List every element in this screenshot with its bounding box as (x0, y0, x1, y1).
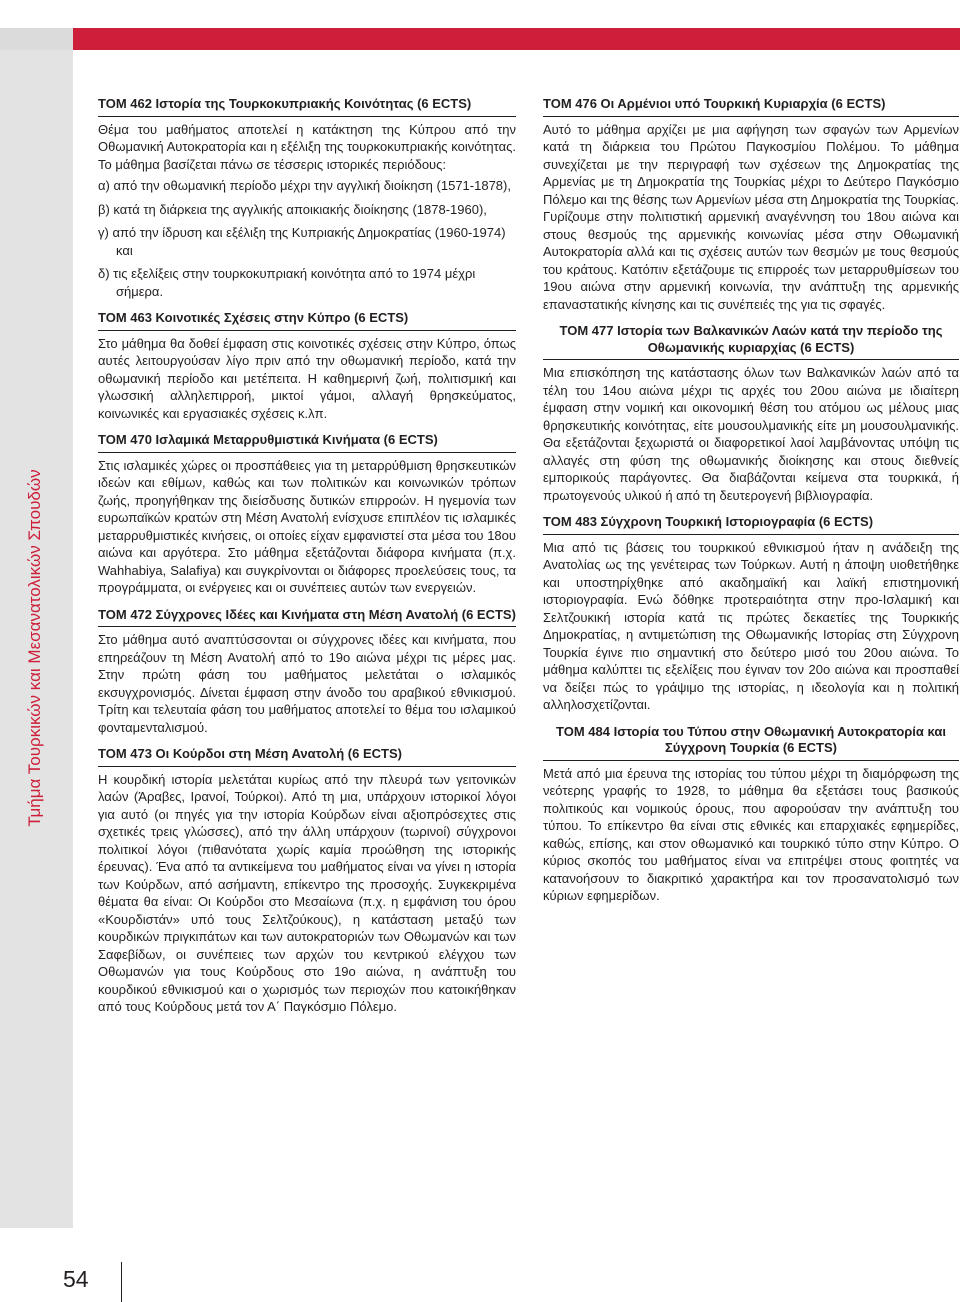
course-tom-462 (98, 96, 516, 300)
course-tom-472 (98, 607, 516, 737)
side-department-label: Τμήμα Τουρκικών και Μεσανατολικών Σπουδών (25, 469, 44, 827)
course-title: ΤΟΜ 476 Οι Αρμένιοι υπό Τουρκική Κυριαρχία (6 ECTS) (543, 96, 959, 117)
page-number: 54 (63, 1266, 89, 1292)
course-description: Αυτό το μάθημα αρχίζει με μια αφήγηση των σφαγών των Αρμενίων κατά τη διάρκεια του Πρώτου Παγκοσμίου Πολέμου. Το μάθημα συνεχίζεται με την περιγραφή των σχέσεων της Δημοκρατίας της Αρμενίας με τη Δημοκρατία της Τουρκίας μέχρι το Δεύτερο Παγκόσμιο Πόλεμο και της θέσης των Αρμενίων μέσα στη Δημοκρατία της Τουρκίας. Γυρίζουμε στην πολιτιστική αρμενική αναγέννηση του 18ου αιώνα και στους θεσμούς της αρμενικής κοινωνίας μέσα στην Οθωμανική Αυτοκρατορία αλλά και τις σχέσεις αυτών των θεσμών με τους θεσμούς του κράτους. Κατόπιν εξετάζουμε τις επιρροές των μεταρρυθμίσεων του 19ου αιώνα στην αρμενική κοινωνία, την ανάπτυξη της αρμενικής επαναστατικής κίνησης και τις συνέπειές της για τις σφαγές. (543, 121, 959, 312)
course-description: Στο μάθημα αυτό αναπτύσσονται οι σύγχρονες ιδέες και κινήματα, που επηρεάζουν τη Μέση Ανατολή από το 19ο αιώνα μέχρι τις μέρες μας. Στην πρώτη φάση του μαθήματος μελετάται ο ισλαμικός εκσυγχρονισμός. Δίνεται έμφαση στην άνοδο του αραβικού εθνικισμού. Τρίτη και τελευταία φάση του μαθήματος αποτελεί το θέμα του ισλαμικού φονταμενταλισμού. (98, 632, 516, 735)
top-accent-bar (73, 28, 960, 50)
course-tom-470 (98, 432, 516, 597)
course-title: ΤΟΜ 473 Οι Κούρδοι στη Μέση Ανατολή (6 ECTS) (98, 746, 516, 767)
period-item: α) από την οθωμανική περίοδο μέχρι την αγγλική διοίκηση (1571-1878), (98, 178, 511, 193)
course-tom-477 (543, 323, 959, 504)
course-description: Θέμα του μαθήματος αποτελεί η κατάκτηση της Κύπρου από την Οθωμανική Αυτοκρατορία και η εξέλιξη της τουρκοκυπριακής κοινότητας. Το μάθημα βασίζεται πάνω σε τέσσερις ιστορικές περιόδους: (98, 121, 516, 172)
course-title: ΤΟΜ 483 Σύγχρονη Τουρκική Ιστοριογραφία (6 ECTS) (543, 514, 959, 535)
course-tom-484 (543, 724, 959, 905)
course-title: ΤΟΜ 472 Σύγχρονες Ιδέες και Κινήματα στη Μέση Ανατολή (6 ECTS) (98, 607, 516, 628)
course-title: ΤΟΜ 484 Ιστορία του Τύπου στην Οθωμανική Αυτοκρατορία και Σύγχρονη Τουρκία (6 ECTS) (543, 724, 959, 761)
course-description: Στο μάθημα θα δοθεί έμφαση στις κοινοτικές σχέσεις στην Κύπρο, όπως αυτές λειτουργούσαν λίγο πριν από την οθωμανική περίοδο, κατά την οθωμανική περίοδο και μετέπειτα. Η καθημερινή ζωή, πολιτισμική και γλωσσική αλληλεπιρροή, μικτοί γάμοι, αλλαγή θρησκεύματος, κοινωνικές και εργασιακές σχέσεις κ.λπ. (98, 335, 516, 421)
course-title: ΤΟΜ 470 Ισλαμικά Μεταρρυθμιστικά Κινήματα (6 ECTS) (98, 432, 516, 453)
page-number-rule (121, 1262, 122, 1302)
course-description: Μια επισκόπηση της κατάστασης όλων των Βαλκανικών λαών από τα τέλη του 14ου αιώνα μέχρι τις αρχές του 20ου αιώνα με ιδιαίτερη έμφαση στην νομική και οικονομική θέση του ατόμου ως μέλους μιας θρησκευτικής κοινότητας, είτε μουσουλμανικής είτε μη μουσουλμανικής. Θα εξετάζονται ξεχωριστά οι διαφορετικοί λαοί λαμβάνοντας υπόψη τις αλλαγές στη φύση της οθωμανικής διοίκησης και στους διεθνείς εμπορικούς παράγοντες. Θα διαβάζονται κείμενα στα τουρκικά, ή πρωτογενούς υλικού ή από τη δευτερογενή βιβλιογραφία. (543, 365, 959, 503)
course-title: ΤΟΜ 462 Ιστορία της Τουρκοκυπριακής Κοινότητας (6 ECTS) (98, 96, 516, 117)
course-description: Μετά από μια έρευνα της ιστορίας του τύπου μέχρι τη διαμόρφωση της νεότερης γραφής το 1928, το μάθημα θα εξετάσει τους βασικούς πολιτικούς και νομικούς όρους, που αφορούσαν την ανάπτυξη του τύπου. Το επίκεντρο θα είναι στις εθνικές και επαρχιακές εφημερίδες, καθώς, επίσης, και στον οθωμανικό και τουρκικό τύπο στην Κύπρο. Ο κύριος σκοπός του μαθήματος είναι να επιτρέψει στους φοιτητές να κατανοήσουν το διακριτικό χαρακτήρα και τον προσανατολισμό των κύριων εφημερίδων. (543, 765, 959, 903)
course-title: ΤΟΜ 463 Κοινοτικές Σχέσεις στην Κύπρο (6 ECTS) (98, 310, 516, 331)
period-item: β) κατά τη διάρκεια της αγγλικής αποικιακής διοίκησης (1878-1960), (98, 201, 487, 217)
right-column (543, 96, 959, 915)
course-description: Στις ισλαμικές χώρες οι προσπάθειες για τη μεταρρύθμιση θρησκευτικών ιδεών και εθίμων, καθώς και των πολιτικών και κοινωνικών τρόπων ζωής, προηγήθηκαν της διείσδυσης δυτικών επιρροών. Η ηγεμονία των ευρωπαϊκών κρατών στη Μέση Ανατολή ενίσχυσε επιπλέον τις ισλαμικές μεταρρυθμιστικές κινήσεις, οι οποίες είχαν εμφανιστεί στα μέσα του 18ου αιώνα και αργότερα. Στο μάθημα εξετάζονται διάφορα κινήματα (π.χ. Wahhabiya, Salafiya) και συγκρίνονται οι διάφορες προελεύσεις τους, τα προγράμματα, οι ενέργειες και οι συνέπειες αυτών των ενεργειών. (98, 457, 516, 595)
course-tom-483 (543, 514, 959, 714)
period-item: γ) από την ίδρυση και εξέλιξη της Κυπριακής Δημοκρατίας (1960-1974) και (98, 225, 506, 258)
period-item: δ) τις εξελίξεις στην τουρκοκυπριακή κοινότητα από το 1974 μέχρι σήμερα. (98, 266, 476, 299)
course-description: Η κουρδική ιστορία μελετάται κυρίως από την πλευρά των γειτονικών λαών (Άραβες, Ιρανοί, Τούρκοι). Από τη μια, υπάρχουν ιστορικοί λόγοι για αυτό (οι πηγές για την ιστορία Κούρδων είναι αξιοπρόσεχτες στις σχετικές τρεις γλώσσες), από την άλλη υπάρχουν (τωρινοί) σύγχρονοι πολιτικοί λόγοι (πιθανότατα χωρίς καμία προώθηση της ιστορικής έρευνας). Ένα από τα αντικείμενα του μαθήματος είναι να γίνει η ιστορία των Κούρδων, από ασήμαντη, επίκεντρο της προσοχής. Συγκεκριμένα θέματα θα είναι: Οι Κούρδοι στο Μεσαίωνα (π.χ. η εμφάνιση του όρου «Κουρδιστάν» υπό τους Σελτζούκους), η κατάσταση μεταξύ των κουρδικών πριγκιπάτων και των αυτοκρατοριών των Οθωμανών και των Σαφεβίδων, οι συνέπειες των αρχών του κεντρικού ελέγχου των Οθωμανών για τους Κούρδους στο 19ο αιώνα, η ανάπτυξη του κουρδικού εθνικισμού και ο χωρισμός των περιοχών που κατοικήθηκαν από τους Κούρδους μετά τον Α΄ Παγκόσμιο Πόλεμο. (98, 771, 516, 1014)
course-tom-473 (98, 746, 516, 1016)
course-description: Μια από τις βάσεις του τουρκικού εθνικισμού ήταν η ανάδειξη της Ανατολίας ως της γενέτειρας των Τούρκων. Αυτή η άποψη υιοθετήθηκε και υποστηρίχθηκε από ακαδημαϊκή και λαϊκή επιστημονική ιστοριογραφία. Ενώ δόθηκε προτεραιότητα στην προ-Ισλαμική και Σελτζουκική ιστορία κατά τις πρώτες δεκαετίες της Τουρκικής Δημοκρατίας, η αντιμετώπιση της Οθωμανικής Ιστορίας στη Σύγχρονη Τουρκία έγινε πιο σημαντική στο δεύτερο μισό του 20ου αιώνα. Το μάθημα καλύπτει τις εξελίξεις που έγιναν τον 20ο αιώνα και προσπαθεί να δείξει πώς το γράψιμο της ιστορίας, η ιδεολογία και η πολιτική αλληλοσχετίζονται. (543, 539, 959, 712)
course-title: ΤΟΜ 477 Ιστορία των Βαλκανικών Λαών κατά την περίοδο της Οθωμανικής κυριαρχίας (6 ECTS) (543, 323, 959, 360)
period-list (98, 177, 516, 300)
left-column (98, 96, 516, 1026)
course-tom-463 (98, 310, 516, 422)
course-tom-476 (543, 96, 959, 313)
top-gray-band (0, 28, 73, 50)
